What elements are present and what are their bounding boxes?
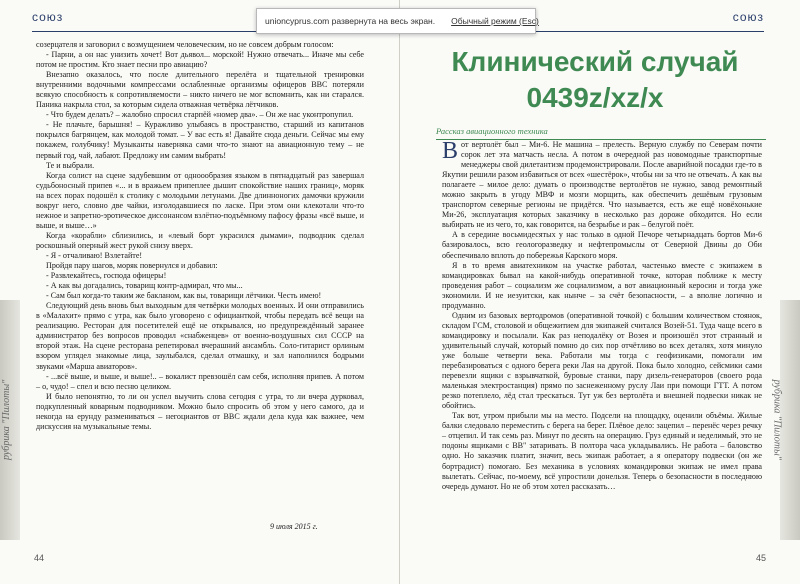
paragraph: Когда солист на сцене задубевшим от одноообразия языком в пятнадцатый раз завершал судьбоносный припев «... и в вражьем припеплее дышит спокойствие наших границ», моряк на всех порах подошёл к столику с молодыми летунами. Две длинноногих дамочки кружили вокруг него, словно две чайки, изголодавшиеся по ласке. При этом они клекотали что-то нежное и запретно-эротическое диссонансом взлётно-подъёмному пафосу фразы «всё выше, и выше, и выше…» — [36, 170, 364, 230]
paragraph: Следующий день вновь был выходным для четвёрки молодых военных. И они отправились в «Малахит» прямо с утра, как было уговорено с официанткой, чтобы передать всё вещи на реализацию. Ресторан для посетителей ещё не открывался, но предупреждённый заранее администратор без вопросов проводил «снабженцев» от военно-воздушных сил СССР на второй этаж. На сцене ресторана репетировал вчерашний ансамбль. Соло-гитарист орлиным взором углядел знакомые лица, заулыбался, сделал отмашку, и зал наполнился бодрыми звуками «Марша авиаторов». — [36, 301, 364, 371]
article-title: Клинический случай 0439z/xz/x — [451, 46, 739, 113]
magazine-name: союз — [732, 10, 764, 24]
lead-paragraph-text: от вертолёт был – Ми-6. Не машина – прелесть. Верную службу по Северам почти сорок лет эта матчасть несла. А потом в очередной раз новомодные транспортные менеджеры свой дилетантизм продемонстрировали. После аварийной посадки где-то в Якутии решили разом избавиться от всех «шестёрок», чтобы ни за что не отвечать. А как вы полагаете – милое дело: думать о производстве вертолётов не нужно, завод ремонтный можно закрыть в угоду МВФ и мозги морщить, как обеспечить дешёвым грузовым транспортом северные регионы не придётся. Что называется, есть же ещё новёхонькие Ми-26, эксплуатация которых заказчику в несколько раз дороже обходится. Но если выбирать не из чего, то, как говорится, на безрыбье и рак – белугой поёт. — [442, 140, 762, 230]
article-date: 9 июля 2015 г. — [270, 522, 318, 531]
paragraph: И было непонятно, то ли он успел выучить слова сегодня с утра, то ли вчера дурковал, подкупленный коварным подводником. Можно было спросить об этом у него самого, да и некогда на ерунду размениваться – негоциантов от ВВС ждали дела куда как важнее, чем дискуссия на музыкальные темы. — [36, 391, 364, 431]
paragraph: созерцателя и заговорил с возмущением человеческим, но не совсем добрым голосом: — [36, 40, 334, 49]
article-subtitle: Рассказ авиационного техника — [436, 126, 766, 140]
right-page-number: 45 — [755, 553, 766, 563]
paragraph: Так вот, утром прибыли мы на место. Подсели на площадку, оценили объёмы. Жилые балки следовало переместить с берега на берег. Плёвое дело: зацепил – перенёс через речку – отцепил. И так семь раз. Минут по десять на операцию. Груз единый и неделимый, это не подоны ящиками с ВВ" затаривать. В полтора часа укладывались. Не работа – баловство одно. Но заказчик платит, значит, весь экипаж работает, а я оператору подвески (он же бортрадист) помогаю. Без механика в условиях командировки экипаж не имел права вылетать. Сейчас, по-моему, всё упростили донельзя. Теперь о безопасности в последнюю очередь думают. Но не об этом хотел рассказать… — [442, 411, 762, 491]
paragraph: - Я - отчаливаю! Взлетайте! — [46, 250, 143, 260]
paragraph: - А как вы догадались, товарищ контр-адмирал, что мы... — [46, 281, 243, 291]
left-page-number: 44 — [34, 553, 45, 563]
paragraph: - Что будем делать? – жалобно спросил старпёй «номер два». – Он же нас уконтропупил. — [46, 110, 354, 120]
drop-cap: В — [442, 138, 459, 164]
right-page — [400, 0, 800, 584]
fullscreen-message: unioncyprus.com развернута на весь экран. — [265, 16, 436, 26]
paragraph: Одним из базовых вертодромов (оперативной точкой) с большим количеством стоянок, складом ГСМ, столовой и общежитием для экипажей считался Возей-51. Туда чаще всего в командировку и посылали. Как раз неподалёку от Возея и произошёл этот странный и удивительный случай, который помню до сих пор отчётливо во всех деталях, хотя минуло уже больше четверти века. Работали мы тогда с геофизиками, помогали им перебазироваться с одного берега реки Лая на другой. Пока было холодно, сейсмики сами перевезли ящики с взрывчаткой, буровые станки, пару дизель-генераторов (своего рода маленькая электростанция) прямо по заснеженному руслу Лаи при помощи ГТТ. А потом резко потеплело, лёд стал трескаться. Тут уж без вертолёта и внешней подвески никак не обойтись. — [442, 310, 762, 411]
lead-paragraph — [442, 140, 762, 230]
paragraph: - Развлекайтесь, господа офицеры! — [46, 271, 167, 281]
paragraph: Те и выбрали. — [46, 160, 95, 170]
paragraph: Я в то время авиатехником на участке работал, частенько вместе с экипажем в командировках бывал на какой-нибудь оперативной точке, которая поближе к месту проведения работ – социализм же социализмом, а вот авиационный керосин и тогда уже экономили. И не иезуитски, как нынче – за счёт безопасности, – а вполне логично и продуманно. — [442, 260, 762, 310]
paragraph: А в середине восьмидесятых у нас только в одной Печоре четырнадцать бортов Ми-6 базировалось, всю геологоразведку и нефтепромыслы от Северной Двины до Оби обеспечивало вплоть до побережья Карского моря. — [442, 230, 762, 260]
right-section-label: рубрика "Пилоты" — [771, 379, 782, 460]
paragraph: Пройдя пару шагов, моряк повернулся и добавил: — [46, 261, 218, 271]
right-article-text — [442, 140, 762, 492]
paragraph: - Сам был когда-то таким же бакланом, как вы, товарищи лётчики. Честь имею! — [46, 291, 322, 301]
paragraph: Когда «корабли» сблизились, и «левый борт украсился дымами», подводник сделал роскошный оперный жест рукой снизу вверх. — [36, 230, 364, 250]
magazine-name: союз — [32, 10, 64, 24]
paragraph: Внезапно оказалось, что после длительного перелёта и тщательной тренировки внутренними водочными компрессами ослабленные организмы офицеров ВВС потеряли всякую способность к сопротивляемости – никто ничего не мог вспомнить, как ни старался. Паника накрыла стол, за которым сидела отважная четвёрка лётчиков. — [36, 70, 364, 110]
fullscreen-notice — [256, 8, 539, 34]
left-section-label: рубрика "Пилоты" — [1, 379, 12, 460]
right-edge-tab — [780, 300, 800, 540]
exit-fullscreen-button[interactable]: Обычный режим (Esc) — [451, 16, 539, 26]
paragraph: - ...всё выше, и выше, и выше!.. – вокалист превзошёл сам себя, исполняя припев. А потом – о, чудо! – спел и всю песню целиком. — [36, 371, 364, 391]
paragraph: - Парни, а он нас унизить хочет! Вот дьявол... морской! Нужно отвечать... Иначе мы себе потом не простим. Кто знает песни про авиацию? — [36, 50, 364, 70]
left-article-text — [36, 40, 364, 432]
paragraph: - Не плачьте, барышня! – Куражливо улыбаясь в пространство, старший из капитанов покрылся багрянцем, как молодой томат. – У вас есть я! Давайте сюда деньги. Сейчас мы ему покажем, голубчику! Музыканты наверняка сами что-то знают на авиационную тему – не первый год, чай, лабают. Предложу им самим выбрать! — [36, 120, 364, 160]
